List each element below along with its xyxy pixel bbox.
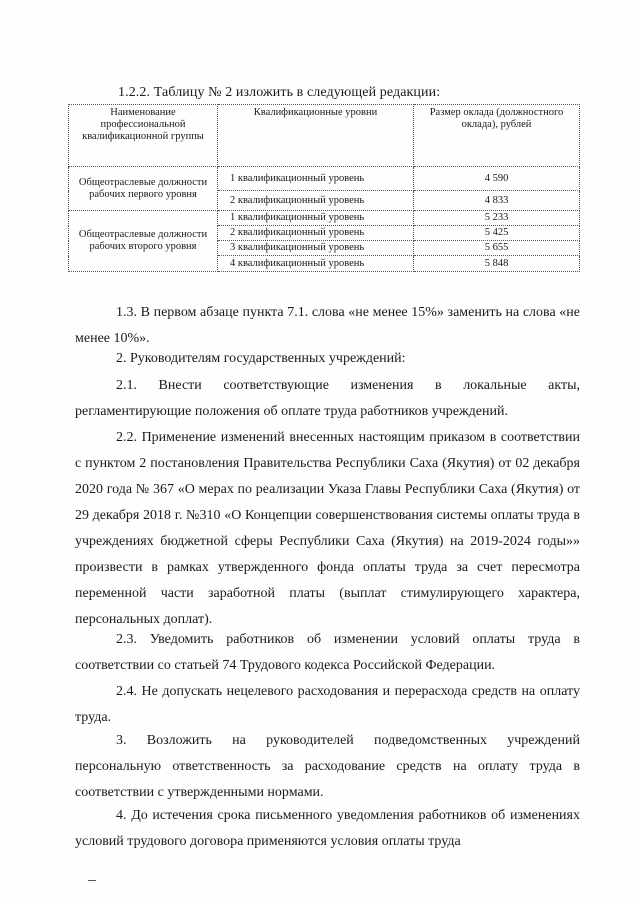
level-cell: 4 квалификационный уровень bbox=[218, 256, 414, 272]
section-intro: 1.2.2. Таблицу № 2 изложить в следующей редакции: bbox=[118, 85, 441, 100]
salary-cell: 5 655 bbox=[414, 241, 580, 256]
table-row bbox=[69, 211, 580, 226]
table-header-row bbox=[69, 105, 580, 167]
header-levels: Квалификационные уровни bbox=[218, 105, 414, 167]
level-cell: 3 квалификационный уровень bbox=[218, 241, 414, 256]
paragraph-2-1: 2.1. Внести соответствующие изменения в локальные акты, регламентирующие положения об оплате труда работников учреждений. bbox=[75, 378, 580, 419]
level-cell: 2 квалификационный уровень bbox=[218, 191, 414, 211]
paragraph-2-2: 2.2. Применение изменений внесенных настоящим приказом в соответствии с пунктом 2 постановления Правительства Республики Саха (Якутия) от 02 декабря 2020 года № 367 «О мерах по реализации Указа Главы Республики Саха (Якутия) от 29 декабря 2018 г. №310 «О Концепции совершенствования системы оплаты труда в учреждениях бюджетной сферы Республики Саха (Якутия) на 2019-2024 годы»» произвести в рамках утвержденного фонда оплаты труда за счет пересмотра переменной части заработной платы (выплат стимулирующего характера, персональных доплат). bbox=[75, 430, 580, 627]
salary-cell: 5 233 bbox=[414, 211, 580, 226]
salary-cell: 4 833 bbox=[414, 191, 580, 211]
header-salary: Размер оклада (должностного оклада), рублей bbox=[414, 105, 580, 167]
scan-mark bbox=[88, 880, 96, 881]
level-cell: 1 квалификационный уровень bbox=[218, 167, 414, 191]
header-group: Наименование профессиональной квалификационной группы bbox=[69, 105, 218, 167]
paragraph-3: 3. Возложить на руководителей подведомственных учреждений персональную ответственность за расходование средств на оплату труда в соответствии с утвержденными нормами. bbox=[75, 733, 580, 800]
salary-table bbox=[68, 104, 580, 272]
level-cell: 1 квалификационный уровень bbox=[218, 211, 414, 226]
salary-cell: 4 590 bbox=[414, 167, 580, 191]
group-name: Общеотраслевые должности рабочих второго уровня bbox=[69, 211, 218, 272]
paragraph-4: 4. До истечения срока письменного уведомления работников об изменениях условий трудового договора применяются условия оплаты труда bbox=[75, 808, 580, 849]
salary-cell: 5 848 bbox=[414, 256, 580, 272]
level-cell: 2 квалификационный уровень bbox=[218, 226, 414, 241]
salary-cell: 5 425 bbox=[414, 226, 580, 241]
table-row bbox=[69, 167, 580, 191]
paragraph-2: 2. Руководителям государственных учреждений: bbox=[116, 351, 406, 366]
paragraph-1-3: 1.3. В первом абзаце пункта 7.1. слова «не менее 15%» заменить на слова «не менее 10%». bbox=[75, 305, 580, 346]
paragraph-2-3: 2.3. Уведомить работников об изменении условий оплаты труда в соответствии со статьей 74 Трудового кодекса Российской Федерации. bbox=[75, 632, 580, 673]
paragraph-2-4: 2.4. Не допускать нецелевого расходования и перерасхода средств на оплату труда. bbox=[75, 684, 580, 725]
group-name: Общеотраслевые должности рабочих первого уровня bbox=[69, 167, 218, 211]
